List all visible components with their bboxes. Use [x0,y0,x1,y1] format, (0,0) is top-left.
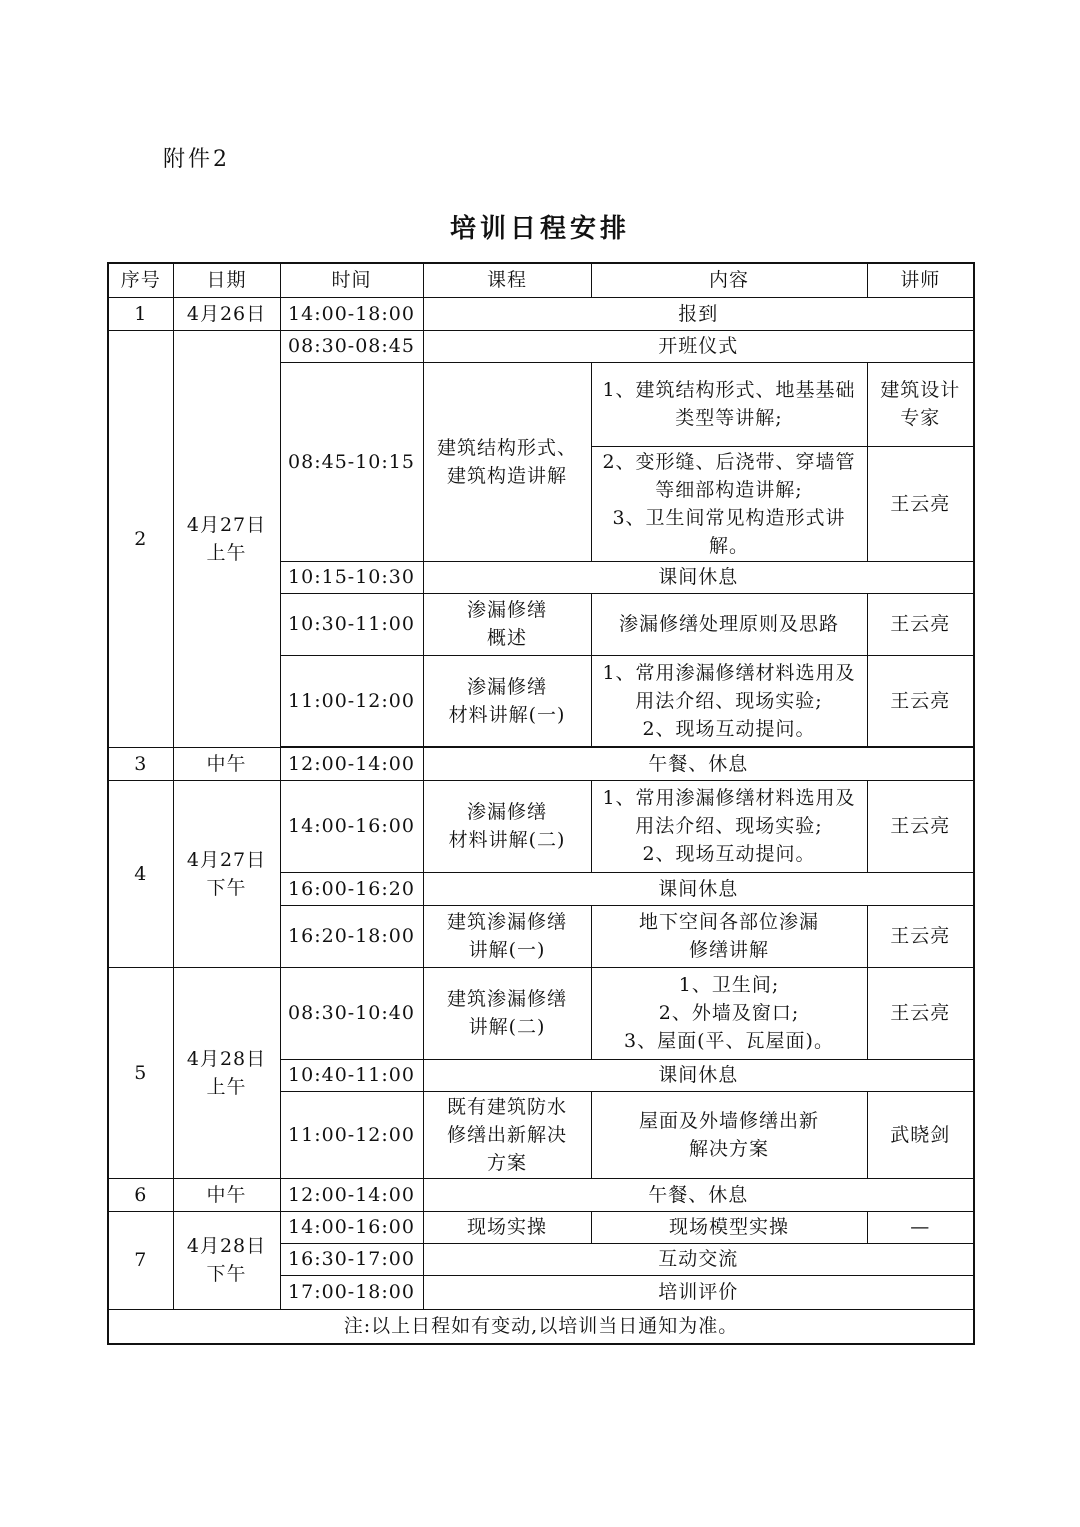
header-row [108,263,974,297]
time-cell: 10:40-11:00 [280,1059,423,1091]
header-cell-content: 内容 [591,263,867,297]
table-row [108,967,974,1059]
date-cell: 4月27日 下午 [173,780,280,967]
table-row [108,747,974,780]
merged-activity-cell: 开班仪式 [423,330,974,362]
table-row [108,780,974,872]
time-cell: 14:00-16:00 [280,780,423,872]
course-cell: 现场实操 [423,1211,591,1243]
time-cell: 14:00-18:00 [280,297,423,330]
time-cell: 16:20-18:00 [280,905,423,967]
header-cell-teacher: 讲师 [867,263,974,297]
row-number: 2 [108,330,173,747]
content-cell: 1、卫生间; 2、外墙及窗口; 3、屋面(平、瓦屋面)。 [591,967,867,1059]
date-cell: 4月27日 上午 [173,330,280,747]
teacher-cell: 王云亮 [867,967,974,1059]
row-number: 5 [108,967,173,1178]
time-cell: 08:30-08:45 [280,330,423,362]
header-cell-time: 时间 [280,263,423,297]
time-cell: 16:00-16:20 [280,872,423,905]
teacher-cell: 王云亮 [867,780,974,872]
attachment-label: 附件2 [163,147,230,172]
teacher-cell: 王云亮 [867,446,974,561]
date-cell: 4月28日 上午 [173,967,280,1178]
time-cell: 17:00-18:00 [280,1275,423,1309]
time-cell: 16:30-17:00 [280,1243,423,1275]
content-cell: 2、变形缝、后浇带、穿墙管等细部构造讲解; 3、卫生间常见构造形式讲解。 [591,446,867,561]
course-cell: 建筑渗漏修缮 讲解(一) [423,905,591,967]
content-cell: 1、常用渗漏修缮材料选用及用法介绍、现场实验; 2、现场互动提问。 [591,780,867,872]
time-cell: 14:00-16:00 [280,1211,423,1243]
header-cell-date: 日期 [173,263,280,297]
teacher-cell: 武晓剑 [867,1091,974,1178]
time-cell: 11:00-12:00 [280,1091,423,1178]
row-number: 7 [108,1211,173,1309]
time-cell: 10:30-11:00 [280,593,423,655]
table-row [108,1178,974,1211]
table-row [108,330,974,362]
content-cell: 1、常用渗漏修缮材料选用及用法介绍、现场实验; 2、现场互动提问。 [591,655,867,746]
row-number: 6 [108,1178,173,1211]
date-cell: 4月28日 下午 [173,1211,280,1309]
teacher-cell: — [867,1211,974,1243]
course-cell: 既有建筑防水 修缮出新解决 方案 [423,1091,591,1178]
teacher-cell: 建筑设计专家 [867,362,974,446]
course-cell: 渗漏修缮 概述 [423,593,591,655]
date-cell: 4月26日 [173,297,280,330]
course-cell: 渗漏修缮 材料讲解(二) [423,780,591,872]
merged-activity-cell: 培训评价 [423,1275,974,1309]
time-cell: 12:00-14:00 [280,747,423,780]
merged-activity-cell: 报到 [423,297,974,330]
merged-activity-cell: 午餐、休息 [423,747,974,780]
content-cell: 1、建筑结构形式、地基基础类型等讲解; [591,362,867,446]
merged-activity-cell: 互动交流 [423,1243,974,1275]
content-cell: 地下空间各部位渗漏 修缮讲解 [591,905,867,967]
note-row [108,1309,974,1344]
time-cell: 11:00-12:00 [280,655,423,746]
time-cell: 08:45-10:15 [280,362,423,561]
teacher-cell: 王云亮 [867,655,974,746]
time-cell: 10:15-10:30 [280,561,423,593]
date-cell: 中午 [173,1178,280,1211]
header-cell-course: 课程 [423,263,591,297]
table-row [108,1211,974,1243]
row-number: 4 [108,780,173,967]
row-number: 3 [108,747,173,780]
date-cell: 中午 [173,747,280,780]
table-row [108,297,974,330]
time-cell: 12:00-14:00 [280,1178,423,1211]
row-number: 1 [108,297,173,330]
footnote: 注:以上日程如有变动,以培训当日通知为准。 [108,1309,974,1344]
content-cell: 渗漏修缮处理原则及思路 [591,593,867,655]
time-cell: 08:30-10:40 [280,967,423,1059]
merged-activity-cell: 课间休息 [423,561,974,593]
content-cell: 现场模型实操 [591,1211,867,1243]
merged-activity-cell: 课间休息 [423,1059,974,1091]
schedule-table [107,262,975,1345]
merged-activity-cell: 课间休息 [423,872,974,905]
merged-activity-cell: 午餐、休息 [423,1178,974,1211]
course-cell: 渗漏修缮 材料讲解(一) [423,655,591,746]
course-cell: 建筑渗漏修缮 讲解(二) [423,967,591,1059]
teacher-cell: 王云亮 [867,593,974,655]
teacher-cell: 王云亮 [867,905,974,967]
header-cell-no: 序号 [108,263,173,297]
course-cell: 建筑结构形式、 建筑构造讲解 [423,362,591,561]
content-cell: 屋面及外墙修缮出新 解决方案 [591,1091,867,1178]
page-title: 培训日程安排 [449,214,630,244]
